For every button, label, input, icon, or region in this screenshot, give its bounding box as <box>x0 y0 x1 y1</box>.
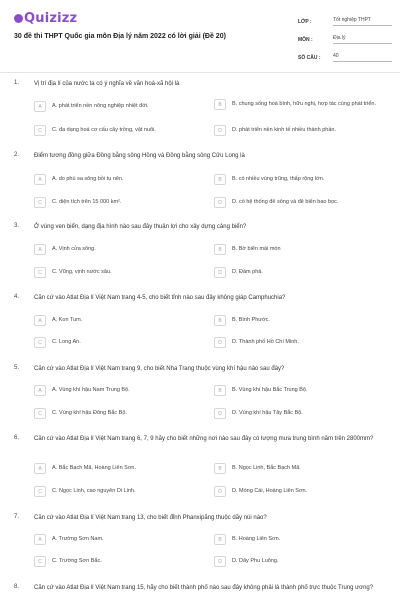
option-b[interactable] <box>214 315 392 329</box>
question-text: Điểm tương đồng giữa Đồng bằng sông Hồng và Đồng bằng sông Cửu Long là <box>34 153 245 159</box>
option-a[interactable] <box>34 101 212 115</box>
meta-label: MÔN : <box>298 37 313 43</box>
option-d[interactable] <box>214 486 392 500</box>
option-c[interactable] <box>34 337 212 351</box>
option-text: C. đa dạng hoá cơ cấu cây trồng, vật nuôi. <box>52 127 156 133</box>
option-text: D. có hệ thống đê sông và đê biển bao bọc. <box>232 199 339 205</box>
question-text: Vị trí địa lí của nước ta có ý nghĩa về văn hoá-xã hội là <box>34 81 180 87</box>
option-letter-box: C <box>34 125 46 136</box>
question-text: Căn cứ vào Atlat Địa lí Việt Nam trang 13, cho biết đỉnh Phanxipăng thuộc dãy núi nào? <box>34 515 267 521</box>
option-letter-box: B <box>214 174 226 185</box>
option-letter-box: D <box>214 486 226 497</box>
option-text: B. Vùng khí hậu Bắc Trung Bộ. <box>232 387 308 393</box>
option-letter-box: C <box>34 486 46 497</box>
question-number: 4. <box>14 294 20 300</box>
option-c[interactable] <box>34 486 212 500</box>
option-d[interactable] <box>214 197 392 211</box>
option-text: B. Bờ biển mài mòn <box>232 246 281 252</box>
option-letter-box: B <box>214 315 226 326</box>
option-c[interactable] <box>34 408 212 422</box>
option-a[interactable] <box>34 463 212 477</box>
quizizz-logo <box>14 11 77 26</box>
option-letter-box: D <box>214 556 226 567</box>
option-letter-box: D <box>214 125 226 136</box>
option-letter-box: A <box>34 315 46 326</box>
worksheet-header <box>0 0 400 72</box>
option-letter-box: C <box>34 197 46 208</box>
option-letter-box: D <box>214 337 226 348</box>
option-letter-box: B <box>214 463 226 474</box>
option-text: C. Ngọc Linh, cao nguyên Di Linh. <box>52 488 136 494</box>
option-letter-box: A <box>34 101 46 112</box>
option-letter-box: B <box>214 99 226 110</box>
question-number: 3. <box>14 223 20 229</box>
option-text: C. Vũng, vịnh nước sâu. <box>52 269 112 275</box>
meta-label: SỐ CÂU : <box>298 55 321 61</box>
option-letter-box: D <box>214 267 226 278</box>
option-text: B. Ngọc Linh, Bắc Bạch Mã. <box>232 465 301 471</box>
option-letter-box: A <box>34 463 46 474</box>
option-text: A. Vịnh cửa sông. <box>52 246 96 252</box>
option-letter-box: C <box>34 408 46 419</box>
logo-mark-icon <box>14 14 23 23</box>
option-text: D. phát triển nền kinh tế nhiều thành phần. <box>232 127 336 133</box>
option-text: A. Bắc Bạch Mã, Hoàng Liên Sơn. <box>52 465 137 471</box>
question-number: 7. <box>14 514 20 520</box>
option-b[interactable] <box>214 534 392 548</box>
option-d[interactable] <box>214 337 392 351</box>
option-text: B. có nhiều vùng trũng, thấp rộng lớn. <box>232 176 325 182</box>
option-b[interactable] <box>214 463 392 477</box>
option-text: A. Vùng khí hậu Nam Trung Bộ. <box>52 387 130 393</box>
option-a[interactable] <box>34 385 212 399</box>
option-b[interactable] <box>214 244 392 258</box>
option-c[interactable] <box>34 267 212 281</box>
meta-value: 40 <box>333 53 392 62</box>
logo-text: Quizizz <box>24 11 78 26</box>
question-text: Căn cứ vào Atlat Địa lí Việt Nam trang 4-5, cho biết tỉnh nào sau đây không giáp Camphuchia? <box>34 295 286 301</box>
option-letter-box: D <box>214 197 226 208</box>
option-text: C. Trường Sơn Bắc. <box>52 558 102 564</box>
option-text: D. Đầm phá. <box>232 269 263 275</box>
option-text: D. Dãy Phu Luông. <box>232 558 279 564</box>
question-text: Căn cứ vào Atlat Địa lí Việt Nam trang 6, 7, 9 hãy cho biết những nơi nào sau đây có lượng mưa trung bình năm trên 2800mm? <box>34 436 374 442</box>
option-letter-box: A <box>34 534 46 545</box>
option-d[interactable] <box>214 125 392 139</box>
option-letter-box: B <box>214 534 226 545</box>
option-text: B. chung sống hoà bình, hữu nghị, hợp tác cùng phát triển. <box>232 101 376 107</box>
option-text: B. Bình Phước. <box>232 317 270 323</box>
option-letter-box: A <box>34 174 46 185</box>
option-letter-box: B <box>214 385 226 396</box>
option-b[interactable] <box>214 385 392 399</box>
option-letter-box: C <box>34 267 46 278</box>
question-text: Căn cứ vào Atlat Địa lí Việt Nam trang 9, cho biết Nha Trang thuộc vùng khí hậu nào sau đây? <box>34 366 285 372</box>
question-number: 2. <box>14 152 20 158</box>
question-text: Ở vùng ven biển, dạng địa hình nào sau đây thuận lợi cho xây dựng cảng biển? <box>34 224 247 230</box>
option-d[interactable] <box>214 267 392 281</box>
option-c[interactable] <box>34 556 212 570</box>
option-a[interactable] <box>34 315 212 329</box>
option-c[interactable] <box>34 197 212 211</box>
meta-row-count <box>298 48 392 62</box>
option-letter-box: A <box>34 385 46 396</box>
option-text: C. diện tích trên 15 000 km². <box>52 199 122 205</box>
option-text: D. Thành phố Hồ Chí Minh. <box>232 339 299 345</box>
option-text: D. Móng Cái, Hoàng Liên Sơn. <box>232 488 308 494</box>
meta-row-subject <box>298 30 392 44</box>
option-letter-box: C <box>34 337 46 348</box>
option-text: A. phát triển nền nông nghiệp nhiệt đới. <box>52 103 149 109</box>
option-a[interactable] <box>34 244 212 258</box>
option-a[interactable] <box>34 174 212 188</box>
option-text: A. Kon Tum. <box>52 317 83 323</box>
meta-row-class <box>298 12 392 26</box>
option-text: C. Long An. <box>52 339 81 345</box>
worksheet-meta <box>298 12 392 66</box>
option-text: B. Hoàng Liên Sơn. <box>232 536 281 542</box>
meta-label: LỚP : <box>298 19 312 25</box>
option-text: A. do phù sa sông bồi tụ nên. <box>52 176 124 182</box>
question-number: 5. <box>14 365 20 371</box>
question-text: Căn cứ vào Atlat Địa lí Việt Nam trang 15, hãy cho biết thành phố nào sau đây không phải là thành phố trực thuộc Trung ương? <box>34 585 374 591</box>
option-b[interactable] <box>214 174 392 188</box>
option-text: A. Trường Sơn Nam. <box>52 536 104 542</box>
meta-value: Địa lý <box>333 35 392 44</box>
header-divider <box>0 72 400 73</box>
meta-value: Tốt nghiệp THPT <box>333 17 392 26</box>
option-b[interactable] <box>214 99 392 113</box>
option-d[interactable] <box>214 556 392 570</box>
option-letter-box: B <box>214 244 226 255</box>
option-text: C. Vùng khí hậu Đông Bắc Bộ. <box>52 410 127 416</box>
question-number: 8. <box>14 584 20 590</box>
option-letter-box: D <box>214 408 226 419</box>
option-d[interactable] <box>214 408 392 422</box>
option-text: D. Vùng khí hậu Tây Bắc Bộ. <box>232 410 303 416</box>
option-letter-box: A <box>34 244 46 255</box>
option-a[interactable] <box>34 534 212 548</box>
option-c[interactable] <box>34 125 212 139</box>
question-number: 1. <box>14 80 20 86</box>
document-title: 30 đề thi THPT Quốc gia môn Địa lý năm 2022 có lời giải (Đề 20) <box>14 33 226 40</box>
question-number: 6. <box>14 435 20 441</box>
option-letter-box: C <box>34 556 46 567</box>
